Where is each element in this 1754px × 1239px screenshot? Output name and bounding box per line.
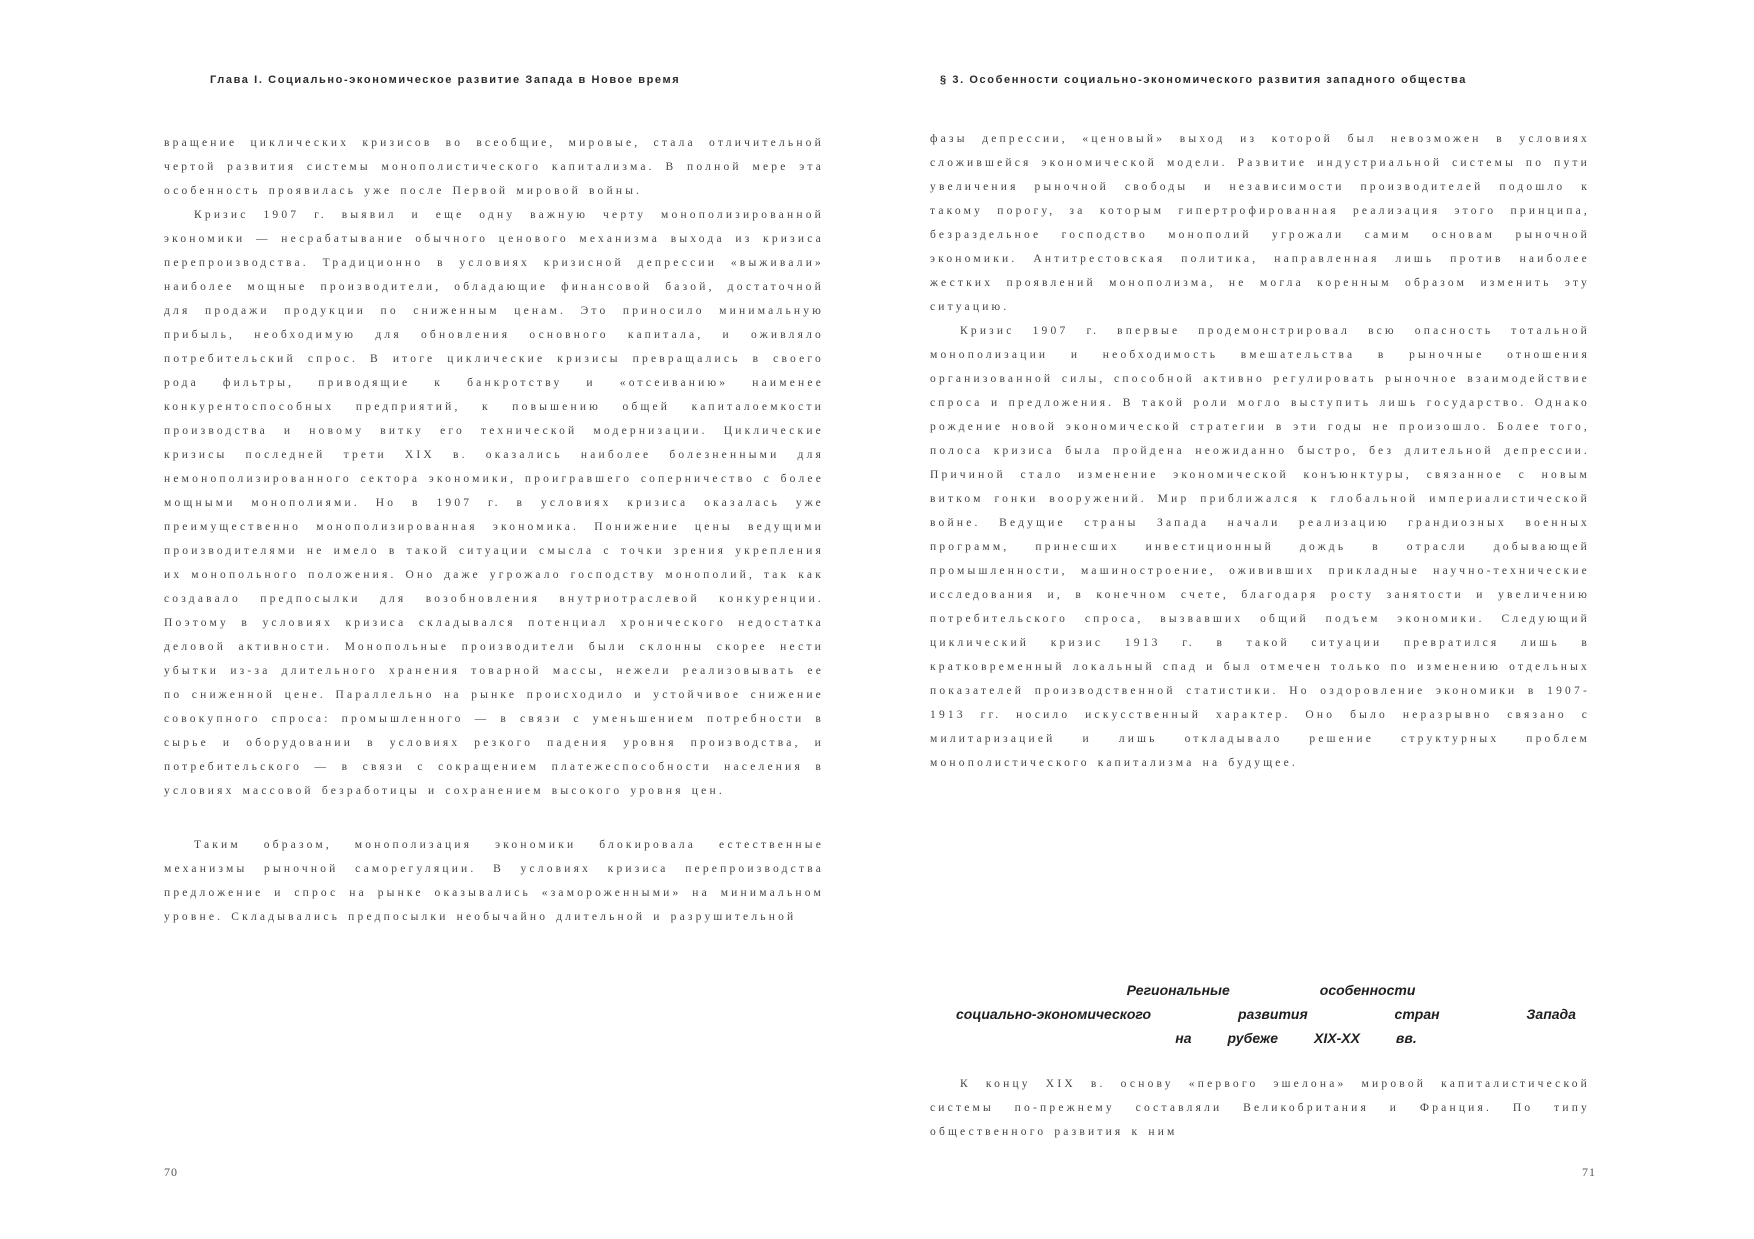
subheading-word: стран bbox=[1394, 1006, 1440, 1022]
subheading-word: особенности bbox=[1319, 982, 1416, 998]
right-page-number: 71 bbox=[1582, 1165, 1596, 1179]
subheading-line-1 bbox=[956, 978, 1576, 1002]
subheading-word: рубеже bbox=[1227, 1030, 1279, 1046]
left-paragraph-1: вращение циклических кризисов во всеобщие, мировые, стала отличительной чертой развития системы монополистического капитализма. В полной мере эта особенность проявилась уже после Первой мировой войны. bbox=[164, 137, 824, 197]
right-paragraph-3: К концу XIX в. основу «первого эшелона» мировой капиталистической системы по-прежнему составляли Великобритания и Франция. По типу общественного развития к ним bbox=[930, 1078, 1590, 1138]
subheading-word: социально-экономического bbox=[956, 1006, 1152, 1022]
right-page bbox=[928, 0, 1596, 1239]
right-paragraph-1: фазы депрессии, «ценовый» выход из которой был невозможен в условиях сложившейся экономической модели. Развитие индустриальной системы по пути увеличения рыночной свободы и независимости производителей подошло к такому порогу, за которым гипертрофированная реализация этого принципа, безраздельное господство монополий угрожали самим основам рыночной экономики. Антитрестовская политика, направленная лишь против наиболее жестких проявлений монополизма, не могла коренным образом изменить эту ситуацию. bbox=[930, 133, 1590, 313]
right-page-body-after-subheading bbox=[930, 1072, 1590, 1144]
right-paragraph-2: Кризис 1907 г. впервые продемонстрировал всю опасность тотальной монополизации и необходимость вмешательства в рыночные отношения организованной силы, способной активно регулировать рыночное взаимодействие спроса и предложения. В такой роли могло выступить лишь государство. Однако рождение новой экономической стратегии в эти годы не произошло. Более того, полоса кризиса была пройдена неожиданно быстро, без длительной депрессии. Причиной стало изменение экономической конъюнктуры, связанное с новым витком гонки вооружений. Мир приближался к глобальной империалистической войне. Ведущие страны Запада начали реализацию грандиозных военных программ, принесших инвестиционный дождь в отрасли добывающей промышленности, машиностроение, ожививших прикладные научно-технические исследования и, в конечном счете, благодаря росту занятости и увеличению потребительского спроса, вызвавших общий подъем экономики. Следующий циклический кризис 1913 г. в такой ситуации превратился лишь в кратковременный локальный спад и был отмечен только по изменению отдельных показателей производственной статистики. Но оздоровление экономики в 1907-1913 гг. носило искусственный характер. Оно было неразрывно связано с милитаризацией и лишь откладывало решение структурных проблем монополистического капитализма на будущее. bbox=[930, 325, 1590, 769]
subheading-word: развития bbox=[1237, 1006, 1308, 1022]
right-page-body bbox=[930, 127, 1590, 775]
subheading-word: XIX-XX bbox=[1314, 1030, 1360, 1046]
subheading-word: на bbox=[1175, 1030, 1192, 1046]
subheading-line-2 bbox=[956, 1002, 1576, 1026]
subheading-word: Региональные bbox=[1126, 982, 1230, 998]
left-paragraph-3: Таким образом, монополизация экономики блокировала естественные механизмы рыночной саморегуляции. В условиях кризиса перепроизводства предложение и спрос на рынке оказывались «замороженными» на минимальном уровне. Складывались предпосылки необычайно длительной и разрушительной bbox=[164, 839, 824, 923]
subheading-word: Запада bbox=[1526, 1006, 1576, 1022]
subheading-word: вв. bbox=[1395, 1030, 1417, 1046]
left-page bbox=[160, 0, 828, 1239]
right-running-head: § 3. Особенности социально-экономического развития западного общества bbox=[940, 74, 1467, 86]
subheading-line-3 bbox=[956, 1026, 1576, 1050]
left-page-number: 70 bbox=[164, 1165, 178, 1179]
left-running-head: Глава I. Социально-экономическое развитие Запада в Новое время bbox=[210, 74, 681, 86]
left-page-body bbox=[164, 131, 824, 929]
left-paragraph-2: Кризис 1907 г. выявил и еще одну важную черту монополизированной экономики — несрабатывание обычного ценового механизма выхода из кризиса перепроизводства. Традиционно в условиях кризисной депрессии «выживали» наиболее мощные производители, обладающие финансовой базой, достаточной для продажи продукции по сниженным ценам. Это приносило минимальную прибыль, необходимую для обновления основного капитала, и оживляло потребительский спрос. В итоге циклические кризисы превращались в своего рода фильтры, приводящие к банкротству и «отсеиванию» наименее конкурентоспособных предприятий, к повышению общей капиталоемкости производства и новому витку его технической модернизации. Циклические кризисы последней трети XIX в. оказались наиболее болезненными для немонополизированного сектора экономики, проигравшего соперничество с более мощными монополиями. Но в 1907 г. в условиях кризиса оказалась уже преимущественно монополизированная экономика. Понижение цены ведущими производителями не имело в такой ситуации смысла с точки зрения укрепления их монопольного положения. Оно даже угрожало господству монополий, так как создавало предпосылки для возобновления внутриотраслевой конкуренции. Поэтому в условиях кризиса складывался потенциал хронического недостатка деловой активности. Монопольные производители были склонны скорее нести убытки из-за длительного хранения товарной массы, нежели реализовывать ее по сниженной цене. Параллельно на рынке происходило и устойчивое снижение совокупного спроса: промышленного — в связи с уменьшением потребности в сырье и оборудовании в условиях резкого падения уровня производства, и потребительского — в связи с сокращением платежеспособности населения в условиях массовой безработицы и сохранением высокого уровня цен. bbox=[164, 209, 824, 797]
section-subheading bbox=[956, 978, 1576, 1050]
